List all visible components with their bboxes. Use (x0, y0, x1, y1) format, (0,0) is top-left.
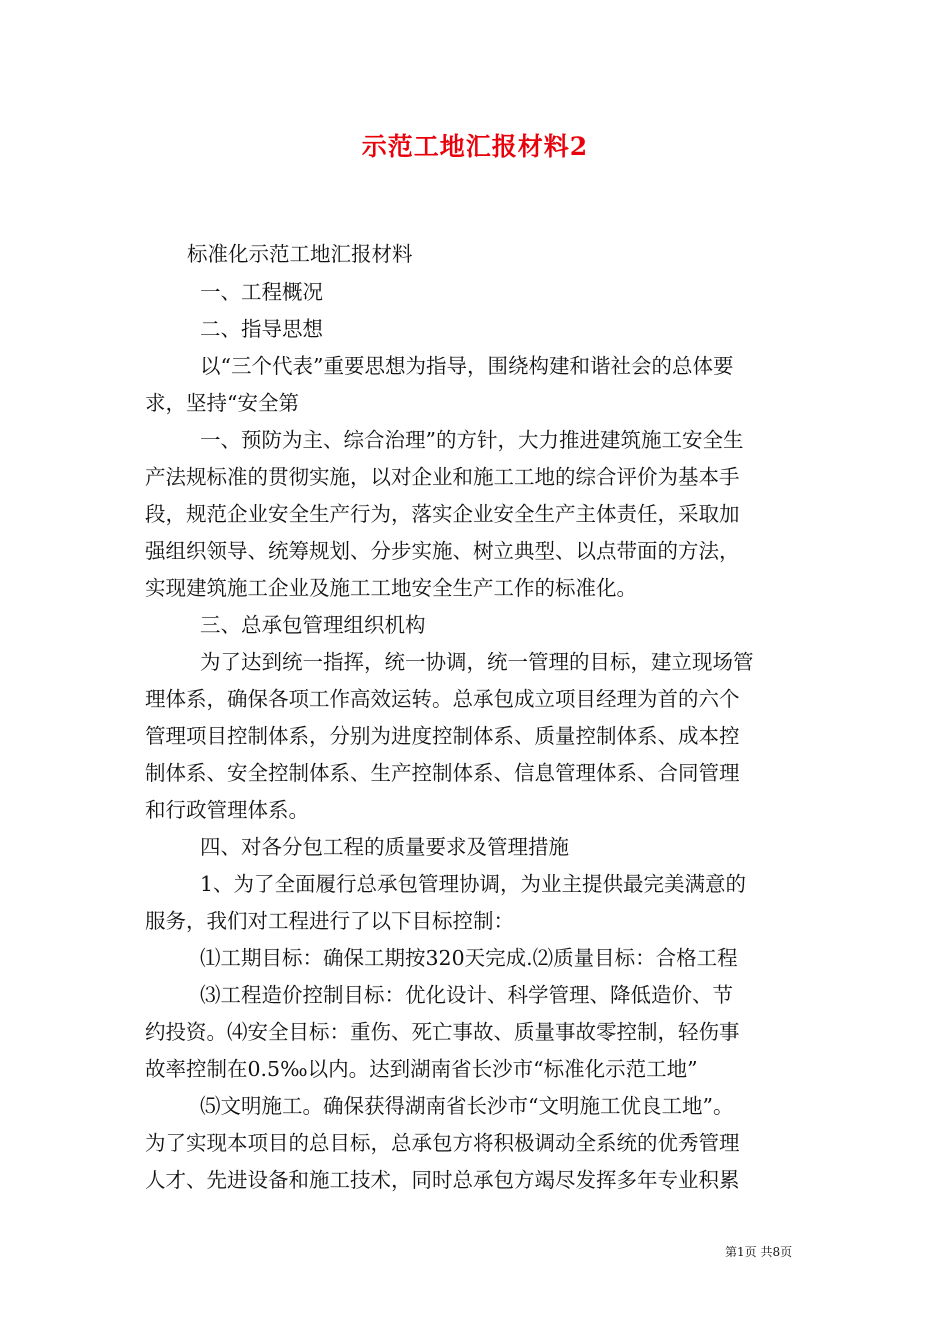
body-line: 段，规范企业安全生产行为，落实企业安全生产主体责任，采取加 (145, 502, 740, 526)
body-line: 1、为了全面履行总承包管理协调，为业主提供最完美满意的 (200, 872, 747, 896)
body-line: 一、预防为主、综合治理”的方针，大力推进建筑施工安全生 (200, 428, 744, 452)
body-line: 产法规标准的贯彻实施，以对企业和施工工地的综合评价为基本手 (145, 465, 740, 489)
body-line: 管理项目控制体系，分别为进度控制体系、质量控制体系、成本控 (145, 724, 740, 748)
page-number: 第1页 共8页 (725, 1245, 793, 1259)
body-line: 实现建筑施工企业及施工工地安全生产工作的标准化。 (145, 576, 637, 600)
body-line: 四、对各分包工程的质量要求及管理措施 (200, 835, 569, 859)
body-line: 和行政管理体系。 (145, 798, 309, 822)
body-line: 一、工程概况 (200, 280, 323, 304)
body-line: 理体系，确保各项工作高效运转。总承包成立项目经理为首的六个 (145, 687, 740, 711)
body-line: ⑴工期目标：确保工期按320天完成.⑵质量目标：合格工程 (200, 946, 738, 970)
body-line: 求，坚持“安全第 (145, 391, 299, 415)
body-line: 强组织领导、统筹规划、分步实施、树立典型、以点带面的方法， (145, 539, 740, 563)
body-line: 为了达到统一指挥，统一协调，统一管理的目标，建立现场管 (200, 650, 754, 674)
body-line: 制体系、安全控制体系、生产控制体系、信息管理体系、合同管理 (145, 761, 740, 785)
document-title: 示范工地汇报材料2 (361, 132, 589, 161)
body-line: 三、总承包管理组织机构 (200, 613, 426, 637)
body-line: 为了实现本项目的总目标，总承包方将积极调动全系统的优秀管理 (145, 1131, 740, 1155)
body-line: 二、指导思想 (200, 317, 323, 341)
body-line: 服务，我们对工程进行了以下目标控制： (145, 909, 514, 933)
body-line: 以“三个代表”重要思想为指导，围绕构建和谐社会的总体要 (200, 354, 734, 378)
body-line: 人才、先进设备和施工技术，同时总承包方竭尽发挥多年专业积累 (145, 1168, 740, 1192)
body-line: 约投资。⑷安全目标：重伤、死亡事故、质量事故零控制，轻伤事 (145, 1020, 740, 1044)
body-line: ⑶工程造价控制目标：优化设计、科学管理、降低造价、节 (200, 983, 733, 1007)
body-line: ⑸文明施工。确保获得湖南省长沙市“文明施工优良工地”。 (200, 1094, 734, 1118)
body-line: 标准化示范工地汇报材料 (187, 242, 413, 266)
body-line: 故率控制在0.5‰以内。达到湖南省长沙市“标准化示范工地” (145, 1057, 698, 1081)
